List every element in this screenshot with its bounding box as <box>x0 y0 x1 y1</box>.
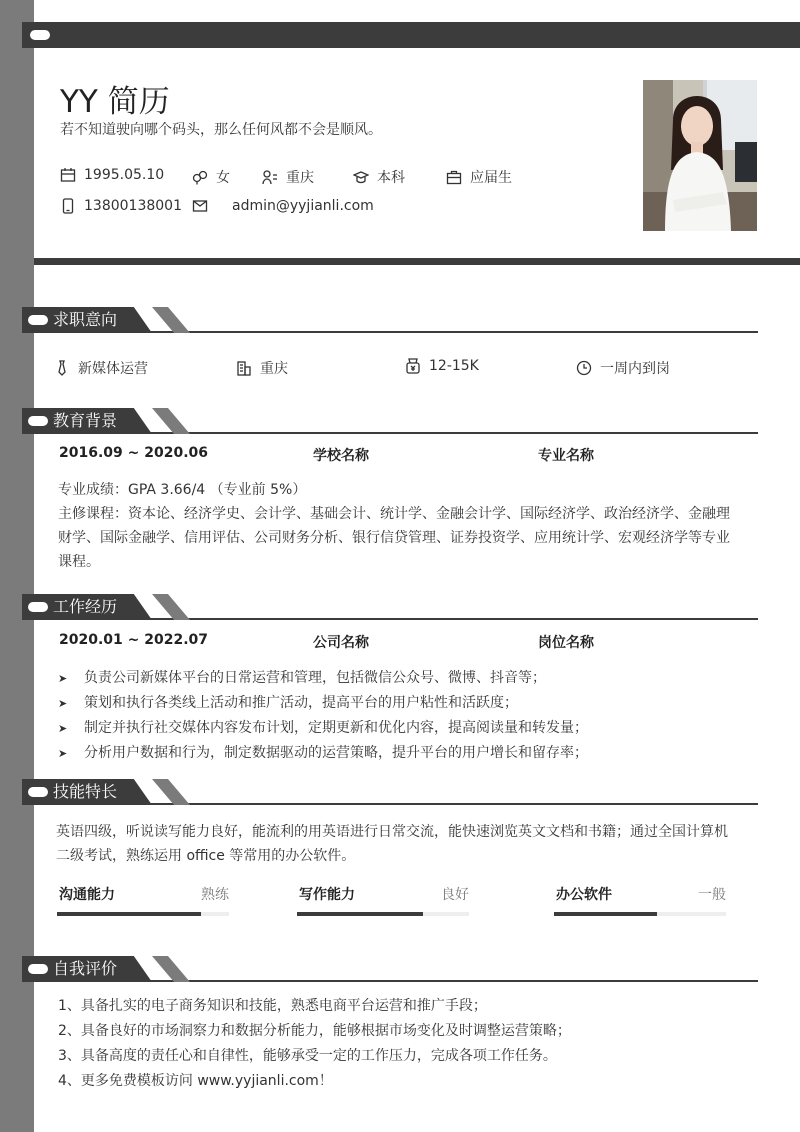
self-evaluation-list <box>58 994 571 1094</box>
skill-bar-fill <box>57 912 201 916</box>
section-header-education <box>22 408 758 436</box>
profile-photo <box>643 80 757 231</box>
intent-arrival-value: 一周内到岗 <box>600 361 670 377</box>
section-header-work <box>22 594 758 622</box>
intent-salary <box>405 358 479 374</box>
section-header-skills <box>22 779 758 807</box>
work-duty-text: 策划和执行各类线上活动和推广活动，提高平台的用户粘性和活跃度； <box>84 695 518 711</box>
graduation-cap-icon <box>353 169 369 185</box>
work-company: 公司名称 <box>313 635 369 651</box>
briefcase-icon <box>446 169 462 185</box>
building-icon <box>236 360 252 376</box>
skill-level: 一般 <box>698 887 726 903</box>
status-info <box>446 167 512 187</box>
education-school: 学校名称 <box>313 448 369 464</box>
phone-info <box>60 198 182 214</box>
list-item: 2、具备良好的市场洞察力和数据分析能力，能够根据市场变化及时调整运营策略； <box>58 1023 571 1039</box>
section-stripe <box>152 307 190 333</box>
section-title: 求职意向 <box>53 310 118 329</box>
section-header-self <box>22 956 758 984</box>
person-icon <box>262 169 278 185</box>
money-bag-icon <box>405 358 421 374</box>
degree-value: 本科 <box>377 170 405 186</box>
location-info <box>262 167 314 187</box>
section-stripe <box>152 408 190 434</box>
education-score: 专业成绩：GPA 3.66/4 （专业前 5%） <box>58 482 307 498</box>
work-role: 岗位名称 <box>538 635 594 651</box>
skill-bar-track <box>554 912 726 916</box>
list-item <box>58 691 588 716</box>
skill-bar-track <box>297 912 469 916</box>
intent-position-value: 新媒体运营 <box>78 361 148 377</box>
skill-level: 熟练 <box>201 887 229 903</box>
skill-name: 写作能力 <box>299 887 355 903</box>
phone-value: 13800138001 <box>84 198 182 214</box>
work-date: 2020.01 ~ 2022.07 <box>59 632 209 648</box>
top-decor-band <box>22 22 800 48</box>
section-title: 工作经历 <box>53 597 118 616</box>
skill-bar-fill <box>297 912 423 916</box>
clock-icon <box>576 360 592 376</box>
section-stripe <box>152 594 190 620</box>
list-item: 4、更多免费模板访问 www.yyjianli.com！ <box>58 1073 333 1089</box>
gender-info <box>192 167 230 187</box>
section-pill <box>28 964 48 974</box>
work-duty-text: 分析用户数据和行为，制定数据驱动的运营策略，提升平台的用户增长和留存率； <box>84 745 588 761</box>
skills-text: 英语四级，听说读写能力良好，能流利的用英语进行日常交流，能快速浏览英文文档和书籍；通过全国计算机二级考试，熟练运用 office 等常用的办公软件。 <box>56 824 728 864</box>
status-value: 应届生 <box>470 170 512 186</box>
degree-info <box>353 167 405 187</box>
education-major: 专业名称 <box>538 448 594 464</box>
phone-icon <box>60 198 76 214</box>
section-pill <box>28 315 48 325</box>
intent-arrival <box>576 358 670 378</box>
list-item <box>58 666 588 691</box>
mail-icon <box>192 198 208 214</box>
resume-name: YY 简历 <box>60 84 170 120</box>
calendar-icon <box>60 167 76 183</box>
skill-level: 良好 <box>441 887 469 903</box>
work-duties <box>58 666 588 766</box>
arrow-bullet-icon: ➤ <box>58 722 68 735</box>
skill-bar-fill <box>554 912 657 916</box>
section-stripe <box>152 956 190 982</box>
work-duty-text: 制定并执行社交媒体内容发布计划，定期更新和优化内容，提高阅读量和转发量； <box>84 720 588 736</box>
skill-name: 沟通能力 <box>59 887 115 903</box>
header-divider <box>34 258 800 265</box>
intent-city <box>236 358 288 378</box>
arrow-bullet-icon: ➤ <box>58 672 68 685</box>
intent-salary-value: 12-15K <box>429 358 479 374</box>
section-title: 技能特长 <box>53 782 118 801</box>
intent-city-value: 重庆 <box>260 361 288 377</box>
birth-info <box>60 167 164 183</box>
arrow-bullet-icon: ➤ <box>58 697 68 710</box>
email-info <box>192 198 374 214</box>
section-title: 教育背景 <box>53 411 118 430</box>
section-header-intent <box>22 307 758 335</box>
tie-icon <box>54 360 70 376</box>
top-pill <box>30 30 50 40</box>
education-date: 2016.09 ~ 2020.06 <box>59 445 209 461</box>
intent-position <box>54 358 148 378</box>
gender-value: 女 <box>216 170 230 186</box>
education-courses: 主修课程：资本论、经济学史、会计学、基础会计、统计学、金融会计学、国际经济学、政治经济学、金融理财学、国际金融学、信用评估、公司财务分析、银行信贷管理、证券投资学、应用统计学、宏观经济学等专业课程。 <box>58 506 730 570</box>
section-title: 自我评价 <box>53 959 118 978</box>
section-pill <box>28 787 48 797</box>
arrow-bullet-icon: ➤ <box>58 747 68 760</box>
list-item: 3、具备高度的责任心和自律性，能够承受一定的工作压力，完成各项工作任务。 <box>58 1048 557 1064</box>
section-pill <box>28 602 48 612</box>
list-item: 1、具备扎实的电子商务知识和技能，熟悉电商平台运营和推广手段； <box>58 998 487 1014</box>
motto: 若不知道驶向哪个码头，那么任何风都不会是顺风。 <box>60 122 382 138</box>
location-value: 重庆 <box>286 170 314 186</box>
birth-value: 1995.05.10 <box>84 167 165 183</box>
email-value: admin@yyjianli.com <box>232 198 374 214</box>
list-item <box>58 716 588 741</box>
skill-bar-track <box>57 912 229 916</box>
list-item <box>58 741 588 766</box>
section-stripe <box>152 779 190 805</box>
skill-name: 办公软件 <box>556 887 612 903</box>
gender-icon <box>192 169 208 185</box>
section-pill <box>28 416 48 426</box>
work-duty-text: 负责公司新媒体平台的日常运营和管理，包括微信公众号、微博、抖音等； <box>84 670 546 686</box>
